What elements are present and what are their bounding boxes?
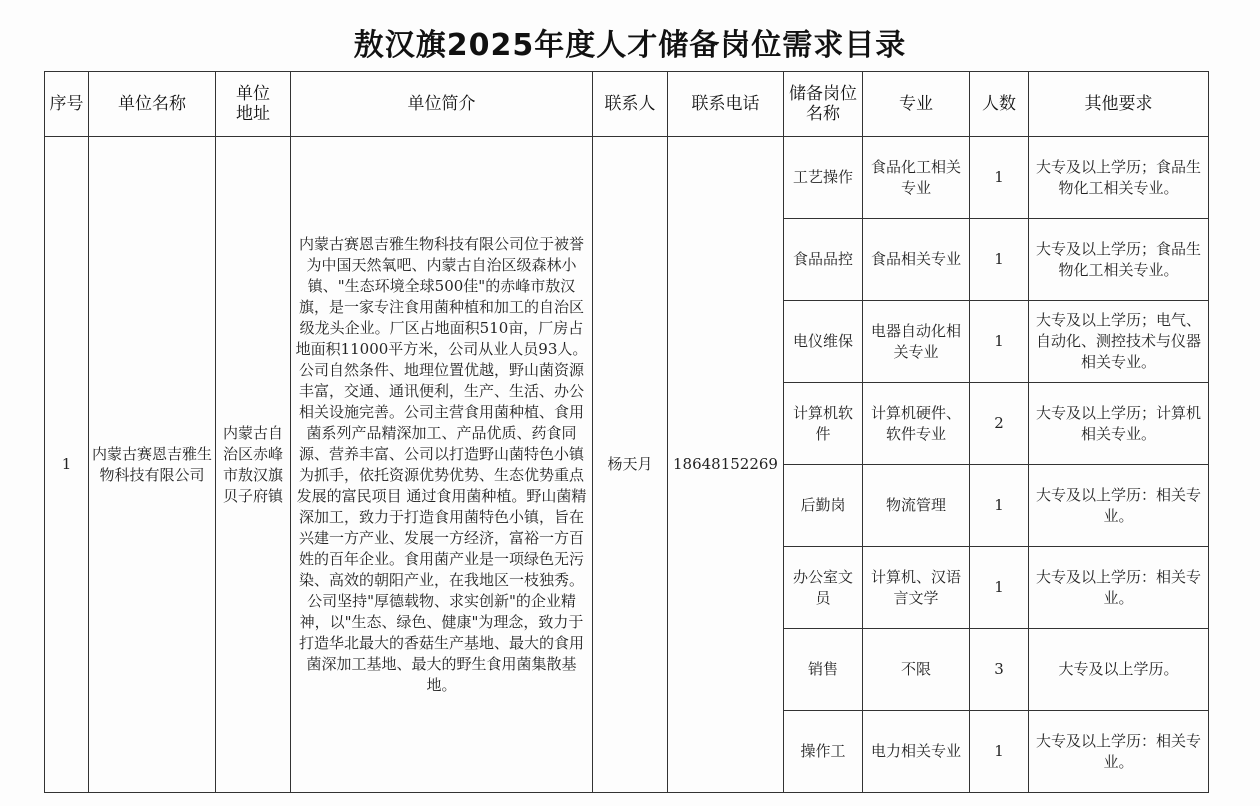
position-requirement: 大专及以上学历；食品生物化工相关专业。 [1029, 219, 1209, 301]
talent-reserve-table [44, 71, 1209, 793]
position-name: 电仪维保 [784, 301, 863, 383]
position-name: 食品品控 [784, 219, 863, 301]
position-count: 1 [970, 219, 1029, 301]
position-major: 不限 [863, 629, 970, 711]
position-major: 电力相关专业 [863, 711, 970, 793]
contact-phone: 18648152269 [668, 137, 784, 793]
position-major: 物流管理 [863, 465, 970, 547]
company-address: 内蒙古自治区赤峰市敖汉旗贝子府镇 [216, 137, 291, 793]
header-intro: 单位简介 [291, 72, 593, 137]
position-count: 1 [970, 711, 1029, 793]
position-name: 计算机软件 [784, 383, 863, 465]
position-major: 食品相关专业 [863, 219, 970, 301]
position-requirement: 大专及以上学历：相关专业。 [1029, 711, 1209, 793]
document-title: 敖汉旗2025年度人才储备岗位需求目录 [353, 28, 907, 63]
position-requirement: 大专及以上学历：相关专业。 [1029, 547, 1209, 629]
header-row [45, 72, 1209, 137]
position-major: 计算机、汉语言文学 [863, 547, 970, 629]
position-name: 操作工 [784, 711, 863, 793]
contact-person: 杨天月 [593, 137, 668, 793]
header-phone: 联系电话 [668, 72, 784, 137]
position-count: 3 [970, 629, 1029, 711]
position-major: 电器自动化相关专业 [863, 301, 970, 383]
header-index: 序号 [45, 72, 89, 137]
company-index: 1 [45, 137, 89, 793]
position-count: 2 [970, 383, 1029, 465]
position-major: 计算机硬件、软件专业 [863, 383, 970, 465]
position-count: 1 [970, 465, 1029, 547]
company-intro: 内蒙古赛恩吉雅生物科技有限公司位于被誉为中国天然氧吧、内蒙古自治区级森林小镇、"生态环境全球500佳"的赤峰市敖汉旗，是一家专注食用菌种植和加工的自治区级龙头企业。厂区占地面积510亩，厂房占地面积11000平方米，公司从业人员93人。公司自然条件、地理位置优越，野山菌资源丰富，交通、通讯便利，生产、生活、办公相关设施完善。公司主营食用菌种植、食用菌系列产品精深加工、产品优质、药食同源、营养丰富、公司以打造野山菌特色小镇为抓手，依托资源优势优势、生态优势重点发展的富民项目 通过食用菌种植。野山菌精深加工，致力于打造食用菌特色小镇，旨在兴建一方产业、发展一方经济，富裕一方百姓的百年企业。食用菌产业是一项绿色无污染、高效的朝阳产业，在我地区一枝独秀。公司坚持"厚德载物、求实创新"的企业精神，以"生态、绿色、健康"为理念，致力于打造华北最大的香菇生产基地、最大的食用菌深加工基地、最大的野生食用菌集散基地。 [291, 137, 593, 793]
position-requirement: 大专及以上学历。 [1029, 629, 1209, 711]
header-position: 储备岗位 名称 [784, 72, 863, 137]
position-requirement: 大专及以上学历；计算机相关专业。 [1029, 383, 1209, 465]
position-name: 后勤岗 [784, 465, 863, 547]
header-major: 专业 [863, 72, 970, 137]
position-count: 1 [970, 137, 1029, 219]
table-row [45, 137, 1209, 219]
position-major: 食品化工相关专业 [863, 137, 970, 219]
header-requirements: 其他要求 [1029, 72, 1209, 137]
company-name: 内蒙古赛恩吉雅生物科技有限公司 [89, 137, 216, 793]
position-count: 1 [970, 301, 1029, 383]
position-requirement: 大专及以上学历；食品生物化工相关专业。 [1029, 137, 1209, 219]
position-requirement: 大专及以上学历：相关专业。 [1029, 465, 1209, 547]
header-unit-name: 单位名称 [89, 72, 216, 137]
position-name: 办公室文员 [784, 547, 863, 629]
header-count: 人数 [970, 72, 1029, 137]
position-count: 1 [970, 547, 1029, 629]
header-unit-address: 单位 地址 [216, 72, 291, 137]
position-requirement: 大专及以上学历；电气、自动化、测控技术与仪器相关专业。 [1029, 301, 1209, 383]
header-contact: 联系人 [593, 72, 668, 137]
position-name: 销售 [784, 629, 863, 711]
position-name: 工艺操作 [784, 137, 863, 219]
